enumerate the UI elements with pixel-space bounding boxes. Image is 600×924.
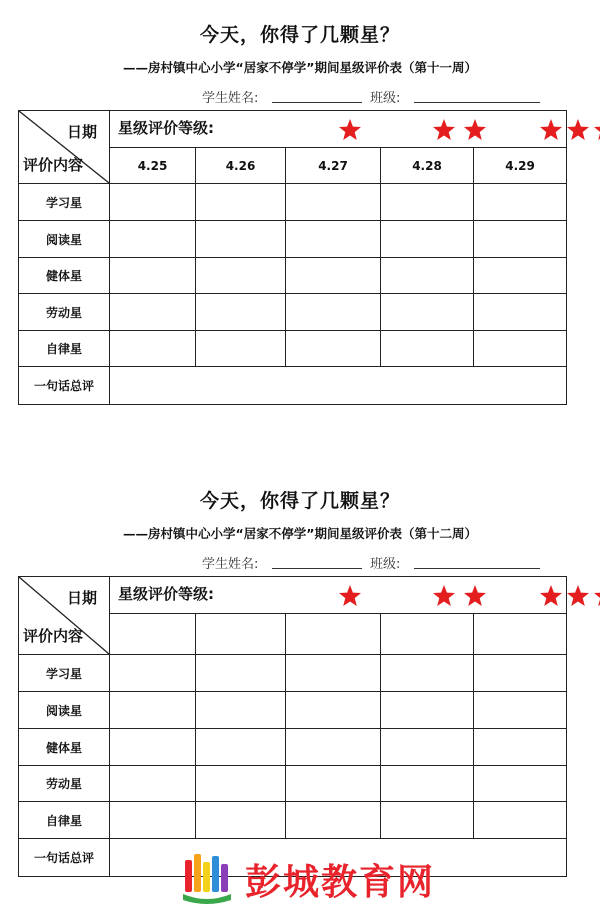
rating-cell[interactable] (381, 331, 474, 367)
date-header: 4.29 (474, 148, 567, 184)
header-corner-cell (19, 111, 110, 184)
date-header: 4.27 (286, 148, 381, 184)
star-icon (593, 584, 600, 608)
rating-cell[interactable] (196, 258, 286, 294)
star-level-label: 星级评价等级: (118, 585, 214, 603)
rating-cell[interactable] (196, 766, 286, 802)
rating-cell[interactable] (110, 331, 196, 367)
rating-cell[interactable] (381, 184, 474, 221)
star-icon (539, 118, 563, 142)
evaluation-table (18, 576, 567, 877)
date-header[interactable] (196, 614, 286, 655)
brand-name: 彭城教育网 (245, 862, 436, 903)
class-field[interactable] (414, 102, 540, 103)
rating-cell[interactable] (381, 692, 474, 729)
sheet-title: 今天，你得了几颗星？ (199, 490, 400, 512)
rating-cell[interactable] (474, 331, 567, 367)
rating-cell[interactable] (474, 692, 567, 729)
rating-cell[interactable] (196, 221, 286, 258)
rating-cell[interactable] (196, 692, 286, 729)
rating-cell[interactable] (110, 258, 196, 294)
class-field[interactable] (414, 568, 540, 569)
sheet-subtitle: ——房村镇中心小学“居家不停学”期间星级评价表（第十一周） (123, 60, 477, 75)
star-icon (463, 584, 487, 608)
rating-cell[interactable] (196, 655, 286, 692)
rating-cell[interactable] (286, 729, 381, 766)
corner-date-label: 日期 (66, 123, 97, 141)
rating-cell[interactable] (110, 184, 196, 221)
rating-cell[interactable] (474, 802, 567, 839)
row-label-labor: 劳动星 (19, 294, 110, 331)
student-name-field[interactable] (272, 568, 362, 569)
row-label-summary: 一句话总评 (19, 839, 110, 877)
student-info-row (0, 553, 600, 573)
rating-cell[interactable] (286, 692, 381, 729)
star-icon (539, 584, 563, 608)
rating-cell[interactable] (286, 766, 381, 802)
evaluation-table (18, 110, 567, 405)
header-corner-cell (19, 577, 110, 655)
rating-cell[interactable] (110, 692, 196, 729)
row-label-study: 学习星 (19, 184, 110, 221)
rating-cell[interactable] (196, 802, 286, 839)
date-header[interactable] (286, 614, 381, 655)
rating-cell[interactable] (110, 655, 196, 692)
date-header: 4.26 (196, 148, 286, 184)
rating-cell[interactable] (286, 294, 381, 331)
class-label: 班级: (370, 557, 401, 572)
rating-cell[interactable] (286, 258, 381, 294)
rating-cell[interactable] (110, 802, 196, 839)
rating-cell[interactable] (474, 184, 567, 221)
rating-cell[interactable] (196, 729, 286, 766)
rating-cell[interactable] (196, 184, 286, 221)
row-label-reading: 阅读星 (19, 692, 110, 729)
rating-cell[interactable] (474, 655, 567, 692)
star-level-cell (110, 577, 567, 614)
star-icon (432, 584, 456, 608)
rating-cell[interactable] (196, 331, 286, 367)
rating-cell[interactable] (474, 729, 567, 766)
rating-cell[interactable] (286, 331, 381, 367)
rating-cell[interactable] (474, 294, 567, 331)
star-icon (566, 584, 590, 608)
student-info-row (0, 87, 600, 107)
star-icon (338, 584, 362, 608)
star-icon (593, 118, 600, 142)
row-label-fitness: 健体星 (19, 258, 110, 294)
student-name-field[interactable] (272, 102, 362, 103)
rating-cell[interactable] (110, 294, 196, 331)
rating-cell[interactable] (110, 729, 196, 766)
date-header: 4.28 (381, 148, 474, 184)
row-label-fitness: 健体星 (19, 729, 110, 766)
summary-cell[interactable] (110, 367, 567, 405)
site-logo (175, 848, 595, 908)
sheet-subtitle: ——房村镇中心小学“居家不停学”期间星级评价表（第十二周） (123, 526, 477, 541)
rating-cell[interactable] (381, 294, 474, 331)
corner-content-label: 评价内容 (23, 627, 84, 645)
star-icon (432, 118, 456, 142)
row-label-labor: 劳动星 (19, 766, 110, 802)
rating-cell[interactable] (381, 802, 474, 839)
row-label-study: 学习星 (19, 655, 110, 692)
rating-cell[interactable] (381, 729, 474, 766)
class-label: 班级: (370, 91, 401, 106)
star-icon (463, 118, 487, 142)
corner-date-label: 日期 (66, 589, 97, 607)
rating-cell[interactable] (286, 221, 381, 258)
star-level-cell (110, 111, 567, 148)
rating-cell[interactable] (196, 294, 286, 331)
rating-cell[interactable] (381, 258, 474, 294)
student-name-label: 学生姓名: (202, 91, 259, 106)
rating-cell[interactable] (474, 221, 567, 258)
date-header[interactable] (381, 614, 474, 655)
date-header[interactable] (110, 614, 196, 655)
rating-cell[interactable] (110, 766, 196, 802)
row-label-reading: 阅读星 (19, 221, 110, 258)
open-book-logo-icon (175, 850, 239, 906)
rating-cell[interactable] (286, 184, 381, 221)
rating-cell[interactable] (474, 766, 567, 802)
date-header[interactable] (474, 614, 567, 655)
rating-cell[interactable] (110, 221, 196, 258)
row-label-discipline: 自律星 (19, 802, 110, 839)
date-header: 4.25 (110, 148, 196, 184)
sheet-title: 今天，你得了几颗星？ (199, 24, 400, 46)
row-label-summary: 一句话总评 (19, 367, 110, 405)
rating-cell[interactable] (286, 802, 381, 839)
star-icon (566, 118, 590, 142)
rating-cell[interactable] (381, 655, 474, 692)
rating-cell[interactable] (286, 655, 381, 692)
rating-cell[interactable] (381, 221, 474, 258)
star-icon (338, 118, 362, 142)
star-level-label: 星级评价等级: (118, 119, 214, 137)
corner-content-label: 评价内容 (23, 156, 84, 174)
row-label-discipline: 自律星 (19, 331, 110, 367)
rating-cell[interactable] (474, 258, 567, 294)
rating-cell[interactable] (381, 766, 474, 802)
student-name-label: 学生姓名: (202, 557, 259, 572)
